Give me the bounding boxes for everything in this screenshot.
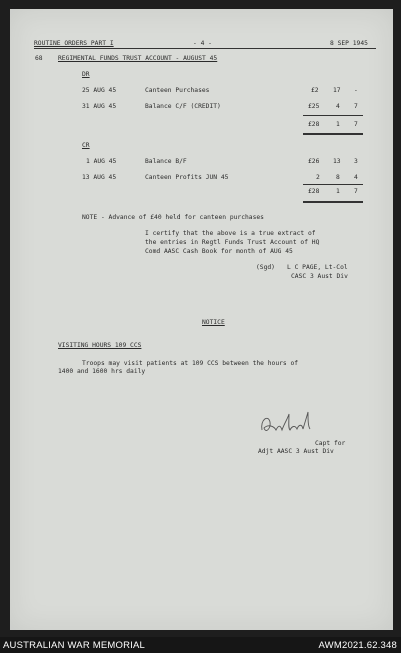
dr-total-shillings: 1 bbox=[336, 121, 340, 128]
certify-line-2: the entries in Regtl Funds Trust Account of HQ bbox=[145, 239, 320, 246]
item-number: 68 bbox=[35, 55, 43, 62]
dr-row-1-shillings: 17 bbox=[333, 87, 341, 94]
dr-total-pounds: £28 bbox=[308, 121, 320, 128]
cr-row-1-pence: 3 bbox=[354, 158, 358, 165]
account-title: REGIMENTAL FUNDS TRUST ACCOUNT - AUGUST 45 bbox=[58, 55, 218, 62]
footer-accession-number: AWM2021.62.348 bbox=[318, 640, 397, 651]
header-left: ROUTINE ORDERS PART I bbox=[34, 40, 114, 47]
cr-row-1-shillings: 13 bbox=[333, 158, 341, 165]
signed-name: L C PAGE, Lt-Col bbox=[287, 264, 348, 271]
cr-row-1-desc: Balance B/F bbox=[145, 158, 187, 165]
handwritten-signature bbox=[258, 410, 318, 440]
dr-total-pence: 7 bbox=[354, 121, 358, 128]
cr-row-2-pounds: 2 bbox=[316, 174, 320, 181]
cr-total-rule-bottom bbox=[303, 201, 363, 203]
dr-row-1-date: 25 AUG 45 bbox=[82, 87, 117, 94]
note-text: NOTE - Advance of £40 held for canteen purchases bbox=[82, 214, 264, 221]
certify-line-3: Comd AASC Cash Book for month of AUG 45 bbox=[145, 248, 293, 255]
cr-row-2-shillings: 8 bbox=[336, 174, 340, 181]
dr-row-1-pence: - bbox=[354, 87, 358, 94]
cr-total-pence: 7 bbox=[354, 188, 358, 195]
signed-sgd: (Sgd) bbox=[256, 264, 275, 271]
header-date: 8 SEP 1945 bbox=[330, 40, 368, 47]
dr-total-rule-bottom bbox=[303, 133, 363, 135]
footer-institution: AUSTRALIAN WAR MEMORIAL bbox=[3, 640, 146, 651]
cr-total-rule-top bbox=[303, 184, 363, 185]
certify-line-1: I certify that the above is a true extract of bbox=[145, 230, 316, 237]
header-rule bbox=[34, 48, 376, 49]
cr-label: CR bbox=[82, 142, 90, 149]
closing-rank: Capt for bbox=[315, 440, 346, 447]
dr-total-rule-top bbox=[303, 115, 363, 116]
header-page-number: - 4 - bbox=[193, 40, 212, 47]
cr-row-2-date: 13 AUG 45 bbox=[82, 174, 117, 181]
cr-total-shillings: 1 bbox=[336, 188, 340, 195]
visiting-text-line-1: Troops may visit patients at 109 CCS between the hours of bbox=[82, 360, 299, 367]
cr-row-2-pence: 4 bbox=[354, 174, 358, 181]
dr-row-2-shillings: 4 bbox=[336, 103, 340, 110]
dr-row-1-pounds: £2 bbox=[311, 87, 319, 94]
dr-row-1-desc: Canteen Purchases bbox=[145, 87, 210, 94]
dr-row-2-pounds: £25 bbox=[308, 103, 320, 110]
cr-row-1-date: 1 AUG 45 bbox=[86, 158, 117, 165]
visiting-heading: VISITING HOURS 109 CCS bbox=[58, 342, 142, 349]
notice-heading: NOTICE bbox=[202, 319, 225, 326]
signed-unit: CASC 3 Aust Div bbox=[291, 273, 348, 280]
cr-row-1-pounds: £26 bbox=[308, 158, 320, 165]
dr-row-2-date: 31 AUG 45 bbox=[82, 103, 117, 110]
cr-total-pounds: £28 bbox=[308, 188, 320, 195]
dr-row-2-pence: 7 bbox=[354, 103, 358, 110]
visiting-text-line-2: 1400 and 1600 hrs daily bbox=[58, 368, 146, 375]
closing-title: Adjt AASC 3 Aust Div bbox=[258, 448, 334, 455]
dr-label: DR bbox=[82, 71, 90, 78]
cr-row-2-desc: Canteen Profits JUN 45 bbox=[145, 174, 229, 181]
dr-row-2-desc: Balance C/F (CREDIT) bbox=[145, 103, 221, 110]
archive-footer bbox=[0, 637, 401, 653]
